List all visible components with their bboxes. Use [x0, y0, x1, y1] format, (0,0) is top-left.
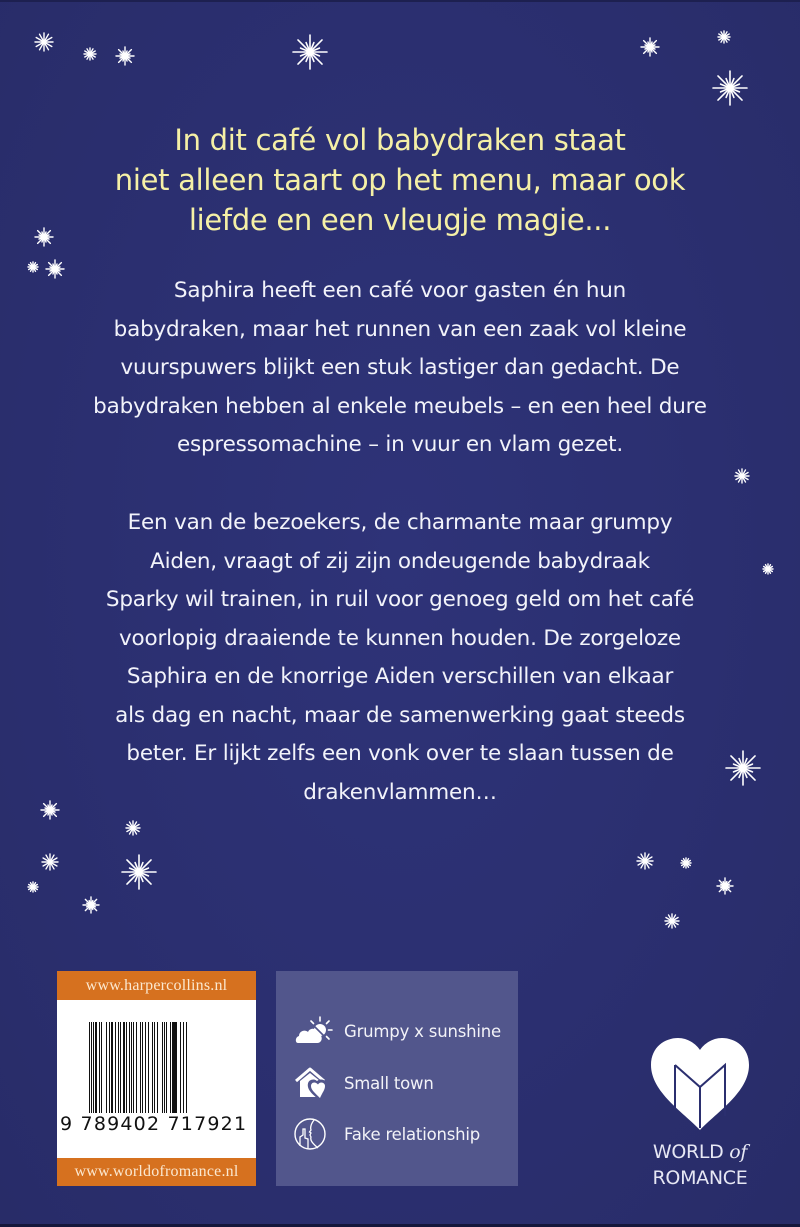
- blurb-line: vuurspuwers blijkt een stuk lastiger dan gedacht. De: [120, 355, 680, 380]
- world-of-romance-logo: [640, 1038, 760, 1198]
- blurb-line: espressomachine – in vuur en vlam gezet.: [176, 432, 624, 457]
- blurb-line: beter. Er lijkt zelfs een vonk over te slaan tussen de: [126, 741, 674, 766]
- tagline-line: In dit café vol babydraken staat: [174, 123, 626, 157]
- blurb-line: Sparky wil trainen, in ruil voor genoeg geld om het café: [105, 587, 695, 612]
- star-icon: [28, 262, 38, 272]
- blurb-line: Saphira en de knorrige Aiden verschillen van elkaar: [126, 664, 674, 689]
- trope-item: [294, 1013, 501, 1049]
- tagline-line: liefde en een vleugje magie...: [188, 203, 612, 237]
- star-icon: [84, 48, 96, 60]
- star-icon: [718, 31, 730, 43]
- blurb-paragraph-1: [0, 272, 800, 465]
- tropes-box: [276, 971, 518, 1186]
- blurb-line: als dag en nacht, maar de samenwerking gaat steeds: [115, 702, 685, 728]
- star-icon: [126, 821, 140, 835]
- star-icon: [713, 71, 747, 105]
- logo-text-line1: [640, 1140, 760, 1165]
- star-icon: [641, 38, 659, 56]
- trope-label: Fake relationship: [344, 1124, 481, 1144]
- star-icon: [717, 878, 733, 894]
- trope-item: [294, 1116, 480, 1152]
- logo-of: of: [729, 1141, 748, 1163]
- blurb-line: voorlopig draaiende te kunnen houden. De zorgeloze: [119, 625, 681, 651]
- star-icon: [28, 882, 38, 892]
- blurb-line: babydraken hebben al enkele meubels – en een heel dure: [93, 393, 707, 419]
- star-icon: [681, 858, 691, 868]
- star-icon: [116, 47, 134, 65]
- cloud-sun-icon: [294, 1013, 336, 1049]
- logo-text-line2: ROMANCE: [652, 1167, 748, 1189]
- star-icon: [83, 897, 99, 913]
- heart-book-icon: [651, 1038, 749, 1134]
- barcode-box: [57, 971, 256, 1186]
- isbn-digits: 9 789402 717921: [60, 1113, 248, 1135]
- star-icon: [293, 35, 327, 69]
- star-icon: [735, 469, 749, 483]
- blurb-line: babydraken, maar het runnen van een zaak vol kleine: [113, 316, 687, 342]
- harpercollins-url[interactable]: www.harpercollins.nl: [57, 971, 256, 1000]
- blurb-line: Saphira heeft een café voor gasten én hun: [173, 278, 627, 303]
- house-heart-icon: [294, 1065, 336, 1101]
- tagline: [0, 120, 800, 240]
- star-icon: [35, 33, 53, 51]
- star-icon: [665, 914, 679, 928]
- tagline-line: niet alleen taart op het menu, maar ook: [114, 163, 686, 197]
- star-icon: [637, 853, 653, 869]
- isbn-number: [57, 1113, 259, 1135]
- star-icon: [122, 855, 156, 889]
- blurb-paragraph-2: [0, 504, 800, 812]
- worldofromance-url[interactable]: www.worldofromance.nl: [57, 1158, 256, 1186]
- trope-label: Small town: [344, 1073, 434, 1093]
- logo-world: WORLD: [652, 1141, 724, 1163]
- blurb-line: Aiden, vraagt of zij zijn ondeugende babydraak: [150, 548, 650, 574]
- blurb-line: Een van de bezoekers, de charmante maar grumpy: [127, 510, 673, 535]
- star-icon: [42, 854, 58, 870]
- kissing-faces-icon: [294, 1116, 336, 1152]
- trope-label: Grumpy x sunshine: [344, 1021, 501, 1041]
- blurb-line: drakenvlammen…: [303, 779, 497, 805]
- trope-item: [294, 1065, 434, 1101]
